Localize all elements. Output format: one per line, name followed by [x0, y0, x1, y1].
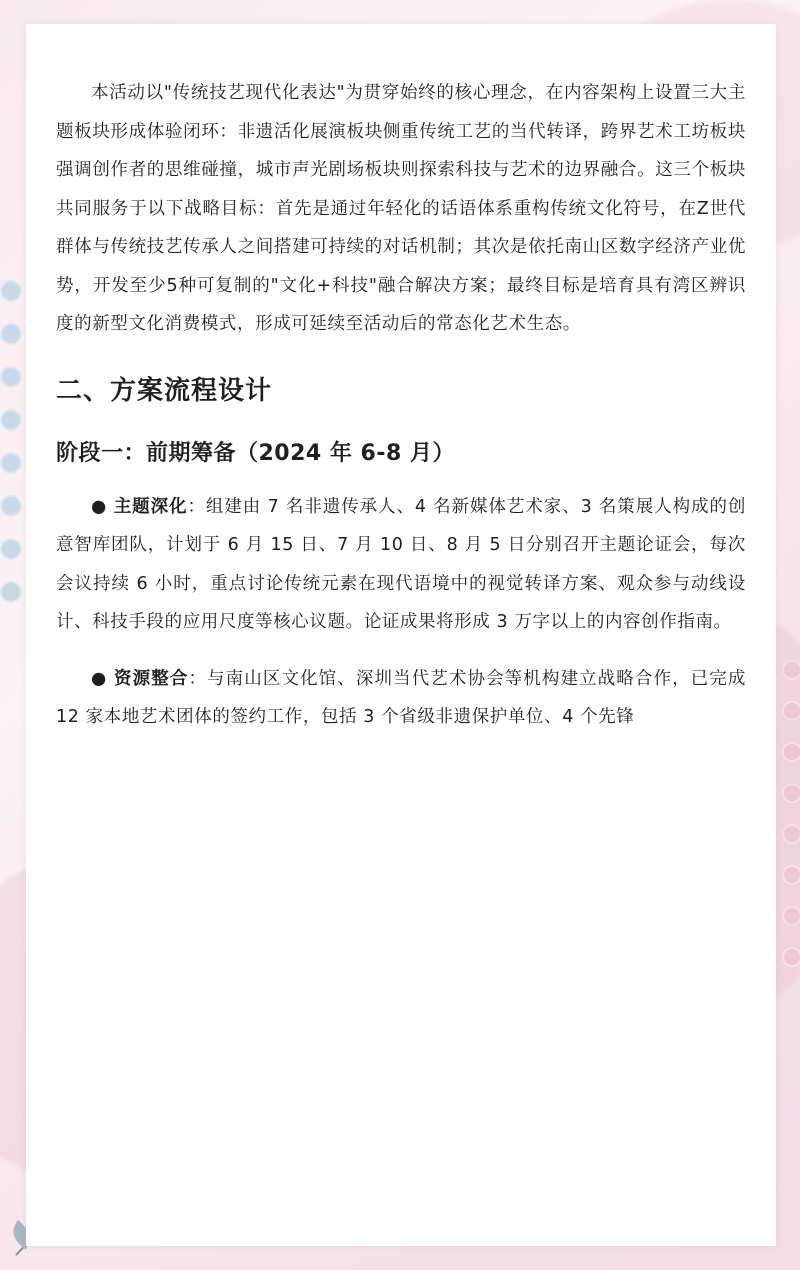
document-content — [56, 74, 746, 755]
bullet-item — [56, 488, 746, 642]
section-heading: 二、方案流程设计 — [56, 375, 273, 406]
bullet-title: 资源整合 — [114, 668, 189, 689]
bullet-item — [56, 660, 746, 737]
stage-heading: 阶段一：前期筹备（2024 年 6-8 月） — [56, 440, 455, 466]
bullet-text: ：组建由 7 名非遗传承人、4 名新媒体艺术家、3 名策展人构成的创意智库团队，计划于 6 月 15 日、7 月 10 日、8 月 5 日分别召开主题论证会，每次会议持续 6 小时，重点讨论传统元素在现代语境中的视觉转译方案、观众参与动线设计、科技手段的应用尺度等核心议题。论证成果将形成 3 万字以上的内容创作指南。 — [56, 496, 746, 632]
bullet-title: 主题深化 — [113, 496, 188, 517]
intro-paragraph: 本活动以"传统技艺现代化表达"为贯穿始终的核心理念，在内容架构上设置三大主题板块形成体验闭环：非遗活化展演板块侧重传统工艺的当代转译，跨界艺术工坊板块强调创作者的思维碰撞，城市声光剧场板块则探索科技与艺术的边界融合。这三个板块共同服务于以下战略目标：首先是通过年轻化的话语体系重构传统文化符号，在Z世代群体与传统技艺传承人之间搭建可持续的对话机制；其次是依托南山区数字经济产业优势，开发至少5种可复制的"文化+科技"融合解决方案；最终目标是培育具有湾区辨识度的新型文化消费模式，形成可延续至活动后的常态化艺术生态。 — [56, 83, 746, 334]
bullet-icon: ● — [91, 668, 108, 689]
document-page — [26, 24, 776, 1246]
bullet-text: ：与南山区文化馆、深圳当代艺术协会等机构建立战略合作，已完成 12 家本地艺术团体的签约工作，包括 3 个省级非遗保护单位、4 个先锋 — [56, 668, 746, 727]
bullet-icon: ● — [91, 496, 108, 517]
